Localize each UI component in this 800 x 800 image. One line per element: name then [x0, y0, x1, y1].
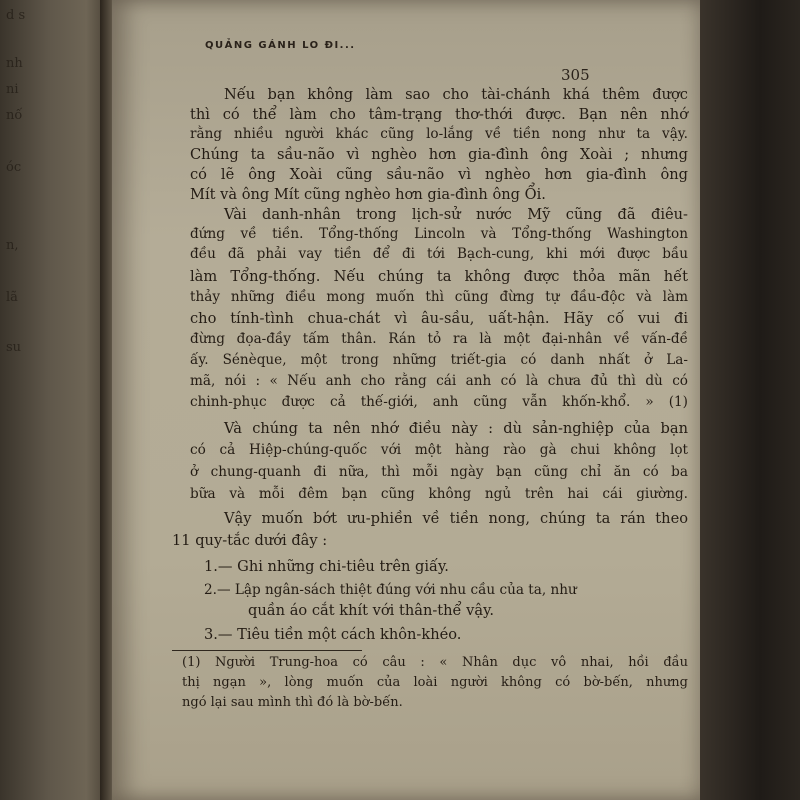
footnote-divider [172, 650, 362, 651]
left-page-fragment: su [6, 340, 22, 355]
background-edge [700, 0, 800, 800]
left-page-fragment: ni [6, 82, 19, 97]
rule-item: 2.— Lập ngân-sách thiệt đúng với nhu cầu của ta, như [204, 582, 577, 598]
footnote-line: (1) Người Trung-hoa có câu : « Nhân dục vô nhai, hồi đầu [182, 655, 688, 670]
footnote-line: ngó lại sau mình thì đó là bờ-bến. [182, 695, 403, 710]
text-line: Và chúng ta nên nhớ điều này : dù sản-nghiệp của bạn [224, 420, 688, 437]
text-line: đều đã phải vay tiền để đi tới Bạch-cung, khi mới được bầu [190, 246, 688, 262]
text-line: 11 quy-tắc dưới đây : [172, 532, 328, 549]
rule-item: quần áo cắt khít với thân-thể vậy. [248, 602, 495, 619]
text-line: đứng về tiền. Tổng-thống Lincoln và Tổng-thống Washington [190, 226, 688, 242]
text-line: đừng đọa-đầy tấm thân. Rán tỏ ra là một đại-nhân về vấn-đề [190, 331, 688, 347]
text-line: Nếu bạn không làm sao cho tài-chánh khá thêm được [224, 86, 688, 103]
text-line: có cả Hiệp-chúng-quốc với một hàng rào gà chui không lọt [190, 442, 688, 458]
text-line: Mít và ông Mít cũng nghèo hơn gia-đình ông Ổi. [190, 186, 546, 203]
left-page-fragment: nố [6, 108, 23, 123]
text-line: Vậy muốn bớt ưu-phiền về tiền nong, chúng ta rán theo [224, 510, 688, 527]
left-page-fragment: lã [6, 290, 18, 305]
rule-item: 3.— Tiêu tiền một cách khôn-khéo. [204, 626, 462, 643]
text-line: rằng nhiều người khác cũng lo-lắng về tiền nong như ta vậy. [190, 126, 688, 142]
text-line: thì có thể làm cho tâm-trạng thơ-thới được. Bạn nên nhớ [190, 106, 688, 123]
left-page-fragment: d s [6, 8, 26, 23]
text-line: chinh-phục được cả thế-giới, anh cũng vẫn khốn-khổ. » (1) [190, 394, 688, 410]
text-line: Chúng ta sầu-não vì nghèo hơn gia-đình ông Xoài ; nhưng [190, 146, 688, 163]
text-line: ấy. Sénèque, một trong những triết-gia có danh nhất ở La- [190, 352, 688, 368]
page-number: 305 [561, 66, 590, 84]
left-page-fragment: óc [6, 160, 22, 175]
text-line: có lẽ ông Xoài cũng sầu-não vì nghèo hơn gia-đình ông [190, 166, 688, 183]
footnote-line: thị ngạn », lòng muốn của loài người không có bờ-bến, nhưng [182, 675, 688, 690]
left-page-fragment: n, [6, 238, 19, 253]
text-line: mã, nói : « Nếu anh cho rằng cái anh có là chưa đủ thì dù có [190, 373, 688, 389]
left-page-fragment: nh [6, 56, 23, 71]
left-page [0, 0, 108, 800]
text-line: Vài danh-nhân trong lịch-sử nước Mỹ cũng đã điêu- [224, 206, 688, 223]
text-line: bữa và mỗi đêm bạn cũng không ngủ trên hai cái giường. [190, 486, 688, 502]
text-line: ở chung-quanh đi nữa, thì mỗi ngày bạn cũng chỉ ăn có ba [190, 464, 688, 480]
text-line: cho tính-tình chua-chát vì âu-sầu, uất-hận. Hãy cố vui đi [190, 310, 688, 327]
running-header: QUẢNG GÁNH LO ĐI... [205, 40, 356, 51]
text-line: thảy những điều mong muốn thì cũng đừng tự đầu-độc và làm [190, 289, 688, 305]
rule-item: 1.— Ghi những chi-tiêu trên giấy. [204, 558, 449, 575]
text-line: làm Tổng-thống. Nếu chúng ta không được thỏa mãn hết [190, 268, 688, 285]
